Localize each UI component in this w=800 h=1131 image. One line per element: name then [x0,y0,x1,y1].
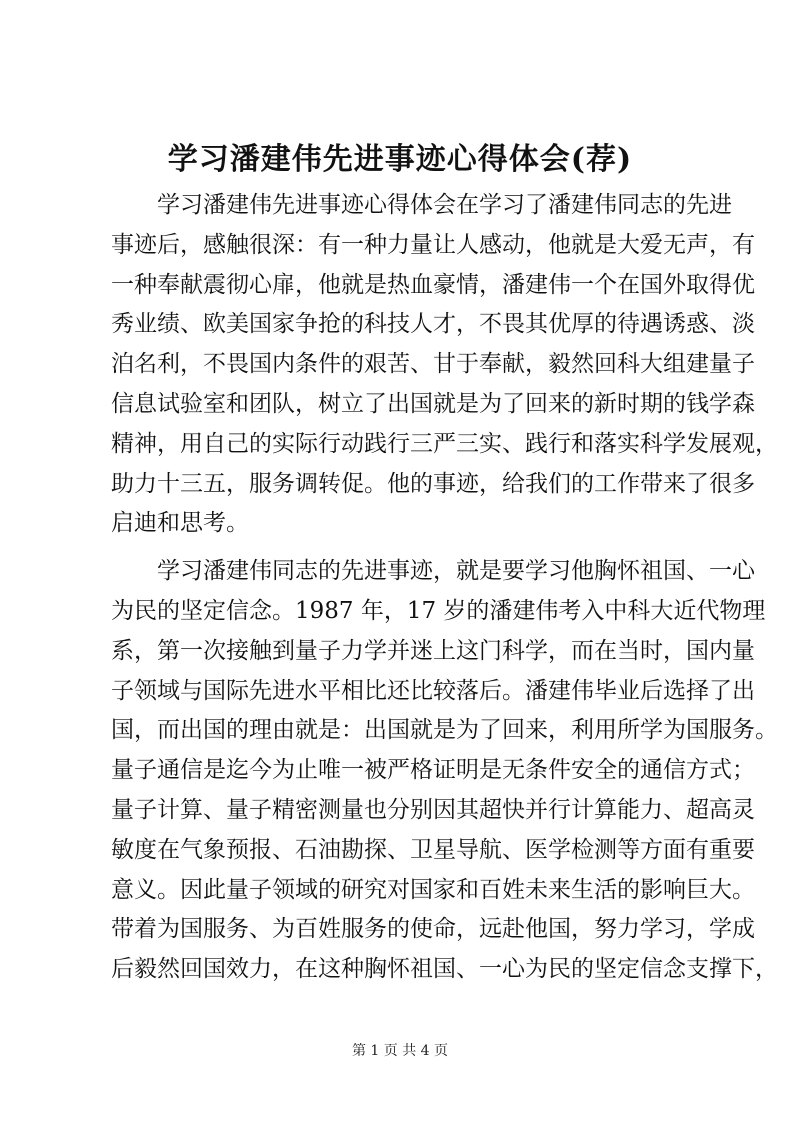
text-line: 学习潘建伟先进事迹心得体会在学习了潘建伟同志的先进 [157,192,732,218]
text-line: 信息试验室和团队，树立了出国就是为了回来的新时期的钱学森 [111,390,755,417]
text-line: 后毅然回国效力，在这种胸怀祖国、一心为民的坚定信念支撑下， [111,956,778,983]
page-number-footer: 第 1 页 共 4 页 [351,1043,449,1059]
paragraph-1 [111,186,778,544]
text-line: 事迹后，感触很深：有一种力量让人感动，他就是大爱无声，有 [111,231,755,258]
text-line: 为民的坚定信念。1987 年，17 岁的潘建伟考入中科大近代物理 [111,597,766,624]
text-line: 泊名利，不畏国内条件的艰苦、甘于奉献，毅然回科大组建量子 [111,351,755,378]
text-line: 精神，用自己的实际行动践行三严三实、践行和落实科学发展观， [111,430,778,457]
text-line: 一种奉献震彻心扉，他就是热血豪情，潘建伟一个在国外取得优 [111,271,755,298]
text-line: 系，第一次接触到量子力学并迷上这门科学，而在当时，国内量 [111,637,755,664]
text-line: 学习潘建伟同志的先进事迹，就是要学习他胸怀祖国、一心 [157,558,755,585]
text-line: 敏度在气象预报、石油勘探、卫星导航、医学检测等方面有重要 [111,836,755,863]
text-line: 带着为国服务、为百姓服务的使命，远赴他国，努力学习，学成 [111,916,755,943]
paragraph-spacer [111,544,707,552]
text-line: 秀业绩、欧美国家争抢的科技人才，不畏其优厚的待遇诱惑、淡 [111,311,755,338]
paragraph-2 [111,552,778,990]
text-line: 国，而出国的理由就是：出国就是为了回来，利用所学为国服务。 [111,717,778,744]
text-line: 助力十三五，服务调转促。他的事迹，给我们的工作带来了很多 [111,470,755,497]
text-line: 意义。因此量子领域的研究对国家和百姓未来生活的影响巨大。 [111,876,755,903]
document-title: 学习潘建伟先进事迹心得体会(荐) [167,142,633,177]
text-line: 量子通信是迄今为止唯一被严格证明是无条件安全的通信方式； [111,757,755,784]
text-line: 量子计算、量子精密测量也分别因其超快并行计算能力、超高灵 [111,796,755,823]
text-line: 子领域与国际先进水平相比还比较落后。潘建伟毕业后选择了出 [111,677,755,704]
text-line: 启迪和思考。 [111,510,249,537]
document-body [111,186,778,990]
